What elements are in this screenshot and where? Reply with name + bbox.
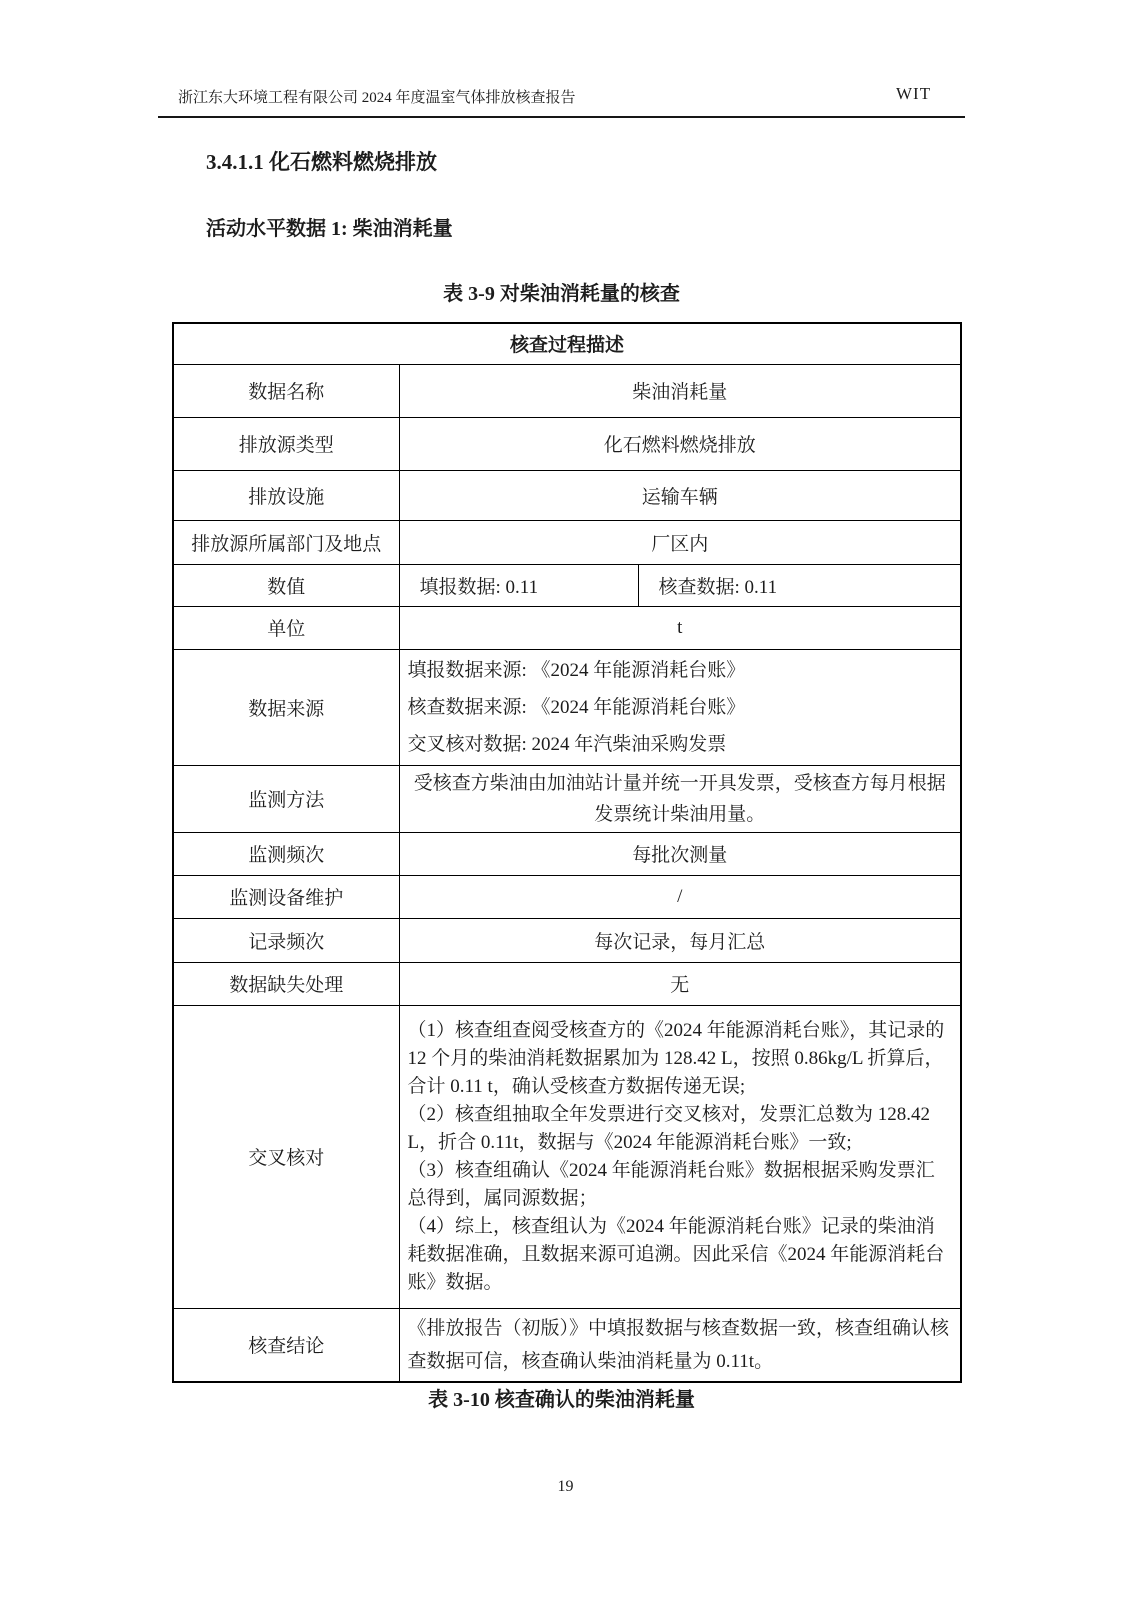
- verification-table: [172, 322, 962, 1383]
- row-value: 柴油消耗量: [399, 364, 961, 417]
- reported-value-cell: 填报数据: 0.11: [399, 564, 638, 606]
- table-row: [173, 765, 961, 832]
- row-value: 受核查方柴油由加油站计量并统一开具发票，受核查方每月根据发票统计柴油用量。: [399, 765, 961, 832]
- row-value: /: [399, 875, 961, 918]
- cross-check-item: （4）综上，核查组认为《2024 年能源消耗台账》记录的柴油消耗数据准确，且数据来源可追溯。因此采信《2024 年能源消耗台账》数据。: [407, 1215, 945, 1293]
- row-label: 监测设备维护: [173, 875, 399, 918]
- source-line: 交叉核对数据: 2024 年汽柴油采购发票: [407, 733, 727, 755]
- row-label: 监测频次: [173, 832, 399, 875]
- table-row: [173, 962, 961, 1005]
- source-line: 核查数据来源: 《2024 年能源消耗台账》: [407, 696, 746, 718]
- cross-check-item: （1）核查组查阅受核查方的《2024 年能源消耗台账》，其记录的 12 个月的柴油消耗数据累加为 128.42 L，按照 0.86kg/L 折算后，合计 0.11 t，确认受核查方数据传递无误;: [407, 1019, 945, 1097]
- source-line: 填报数据来源: 《2024 年能源消耗台账》: [407, 659, 746, 681]
- page-number: 19: [557, 1478, 574, 1495]
- section-heading: 3.4.1.1 化石燃料燃烧排放: [206, 150, 437, 174]
- table-row-data-sources: [173, 649, 961, 765]
- row-value: [399, 1005, 961, 1308]
- row-value: 《排放报告（初版）》中填报数据与核查数据一致，核查组确认核查数据可信，核查确认柴油消耗量为 0.11t。: [399, 1308, 961, 1382]
- table-row: [173, 364, 961, 417]
- table-row: [173, 832, 961, 875]
- table-row-cross-check: [173, 1005, 961, 1308]
- table-3-9-title: 表 3-9 对柴油消耗量的核查: [443, 283, 680, 305]
- row-label: 数据缺失处理: [173, 962, 399, 1005]
- row-value: 每次记录，每月汇总: [399, 918, 961, 962]
- row-label: 数值: [173, 564, 399, 606]
- cross-check-item: （3）核查组确认《2024 年能源消耗台账》数据根据采购发票汇总得到，属同源数据；: [407, 1159, 935, 1209]
- row-label: 数据名称: [173, 364, 399, 417]
- cross-check-item: （2）核查组抽取全年发票进行交叉核对，发票汇总数为 128.42 L，折合 0.11t，数据与《2024 年能源消耗台账》一致;: [407, 1103, 931, 1153]
- report-title-header: 浙江东大环境工程有限公司 2024 年度温室气体排放核查报告: [178, 90, 576, 106]
- row-label: 监测方法: [173, 765, 399, 832]
- table-3-10-title: 表 3-10 核查确认的柴油消耗量: [428, 1389, 695, 1411]
- row-label: 数据来源: [173, 649, 399, 765]
- verified-value-cell: 核查数据: 0.11: [638, 564, 961, 606]
- table-row: [173, 520, 961, 564]
- row-label: 排放设施: [173, 470, 399, 520]
- row-value: 化石燃料燃烧排放: [399, 417, 961, 470]
- table-row: [173, 875, 961, 918]
- row-label: 核查结论: [173, 1308, 399, 1382]
- row-value: 无: [399, 962, 961, 1005]
- row-label: 排放源类型: [173, 417, 399, 470]
- header-logo-text: WIT: [896, 84, 932, 103]
- row-label: 记录频次: [173, 918, 399, 962]
- table-row-conclusion: [173, 1308, 961, 1382]
- row-label: 交叉核对: [173, 1005, 399, 1308]
- table-header-cell: 核查过程描述: [173, 323, 961, 364]
- table-row: [173, 470, 961, 520]
- row-label: 单位: [173, 606, 399, 649]
- table-row-values: [173, 564, 961, 606]
- row-label: 排放源所属部门及地点: [173, 520, 399, 564]
- table-row: [173, 918, 961, 962]
- table-row-header: [173, 323, 961, 364]
- row-value: 每批次测量: [399, 832, 961, 875]
- row-value: 厂区内: [399, 520, 961, 564]
- activity-heading: 活动水平数据 1: 柴油消耗量: [206, 218, 453, 240]
- row-value: 运输车辆: [399, 470, 961, 520]
- row-value: t: [399, 606, 961, 649]
- table-row: [173, 417, 961, 470]
- row-value: [399, 649, 961, 765]
- table-row: [173, 606, 961, 649]
- header-rule: [158, 116, 965, 118]
